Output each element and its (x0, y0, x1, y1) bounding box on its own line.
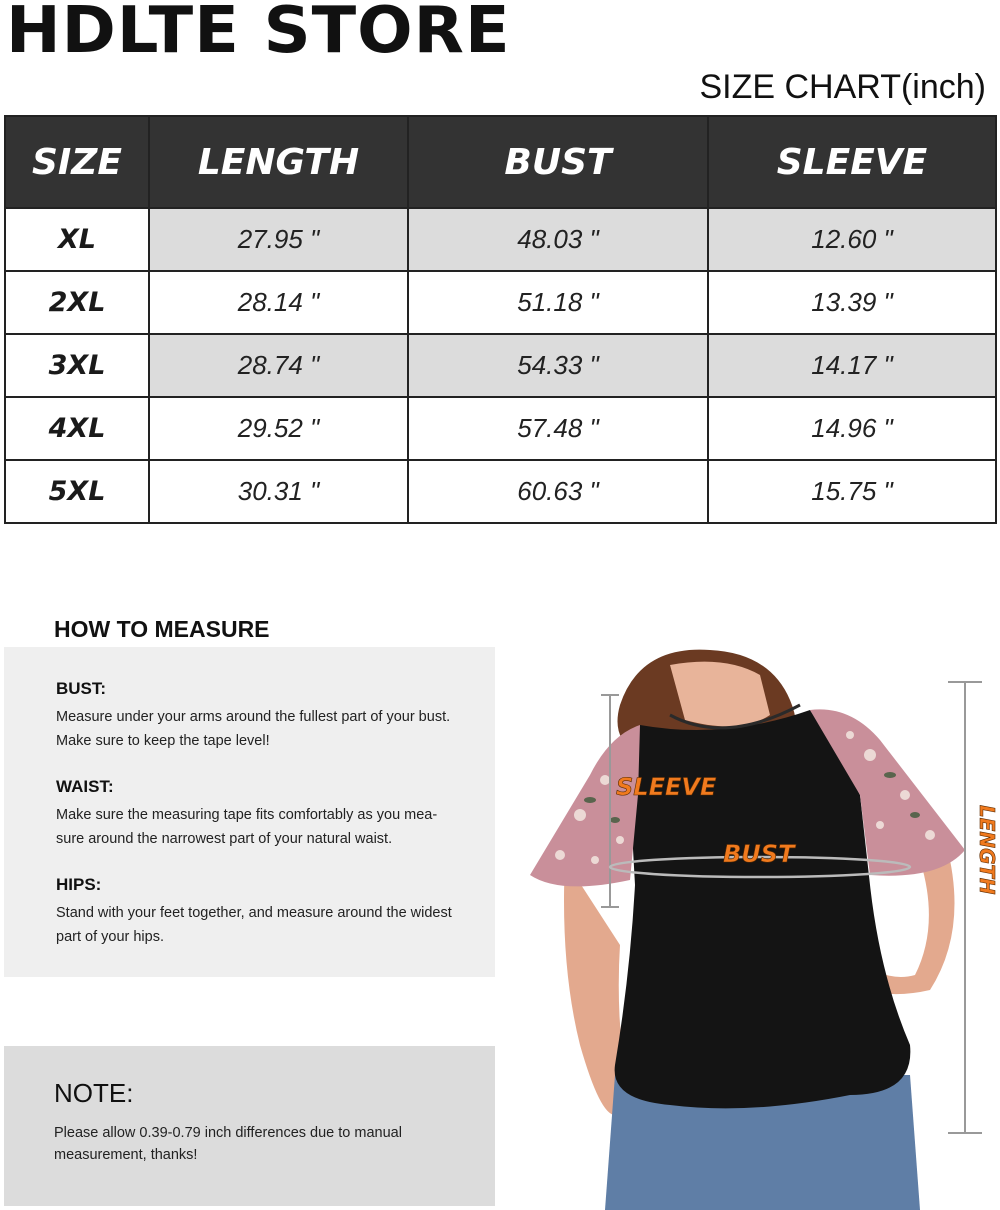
waist-label: WAIST: (56, 777, 114, 796)
size-chart-title-text: SIZE CHART (699, 68, 901, 106)
brand-logo: HDLTE STORE (6, 0, 511, 68)
sleeve-label: SLEEVE (616, 773, 717, 801)
length-cell: 30.31 " (149, 460, 408, 523)
size-cell: 2XL (5, 271, 149, 334)
header-sleeve: SLEEVE (708, 116, 996, 208)
bust-cell: 51.18 " (408, 271, 708, 334)
length-label: LENGTH (975, 805, 999, 895)
sleeve-cell: 12.60 " (708, 208, 996, 271)
size-cell: XL (5, 208, 149, 271)
table-row (5, 334, 996, 397)
bust-line: Measure under your arms around the fullest part of your bust. (56, 709, 451, 725)
bust-cell: 60.63 " (408, 460, 708, 523)
sleeve-cell: 14.17 " (708, 334, 996, 397)
hips-instructions (56, 875, 486, 949)
hips-label: HIPS: (56, 875, 102, 894)
sleeve-cell: 14.96 " (708, 397, 996, 460)
header-size: SIZE (5, 116, 149, 208)
note-title: NOTE: (54, 1078, 134, 1108)
length-cell: 27.95 " (149, 208, 408, 271)
length-cell: 28.74 " (149, 334, 408, 397)
sleeve-cell: 13.39 " (708, 271, 996, 334)
note-panel (4, 1046, 495, 1206)
bust-label: BUST: (56, 679, 107, 698)
waist-line: Make sure the measuring tape fits comfortably as you mea- (56, 807, 438, 823)
size-table (4, 115, 997, 524)
how-to-measure-title: HOW TO MEASURE (54, 616, 270, 642)
length-cell: 29.52 " (149, 397, 408, 460)
table-row (5, 460, 996, 523)
size-chart-unit: (inch) (900, 68, 986, 106)
bust-cell: 54.33 " (408, 334, 708, 397)
bust-instructions (56, 679, 486, 753)
bust-cell: 57.48 " (408, 397, 708, 460)
bust-cell: 48.03 " (408, 208, 708, 271)
size-cell: 4XL (5, 397, 149, 460)
hips-line: Stand with your feet together, and measure around the widest (56, 905, 452, 921)
waist-description (56, 803, 486, 851)
hips-description (56, 901, 486, 949)
table-row (5, 397, 996, 460)
table-header-row (5, 116, 996, 208)
note-line: measurement, thanks! (54, 1147, 198, 1163)
size-chart-title (699, 68, 986, 107)
hips-line: part of your hips. (56, 929, 164, 945)
waist-instructions (56, 777, 486, 851)
header-bust: BUST (408, 116, 708, 208)
table-row (5, 271, 996, 334)
header-length: LENGTH (149, 116, 408, 208)
note-line: Please allow 0.39-0.79 inch differences due to manual (54, 1125, 402, 1141)
bust-description (56, 705, 486, 753)
how-to-measure-panel (4, 647, 495, 977)
bust-line: Make sure to keep the tape level! (56, 733, 270, 749)
bust-label-tag: BUST (723, 840, 795, 868)
length-cell: 28.14 " (149, 271, 408, 334)
sleeve-cell: 15.75 " (708, 460, 996, 523)
waist-line: sure around the narrowest part of your natural waist. (56, 831, 393, 847)
size-cell: 3XL (5, 334, 149, 397)
note-text (54, 1122, 474, 1166)
size-cell: 5XL (5, 460, 149, 523)
model-illustration (520, 645, 1000, 1210)
table-row (5, 208, 996, 271)
